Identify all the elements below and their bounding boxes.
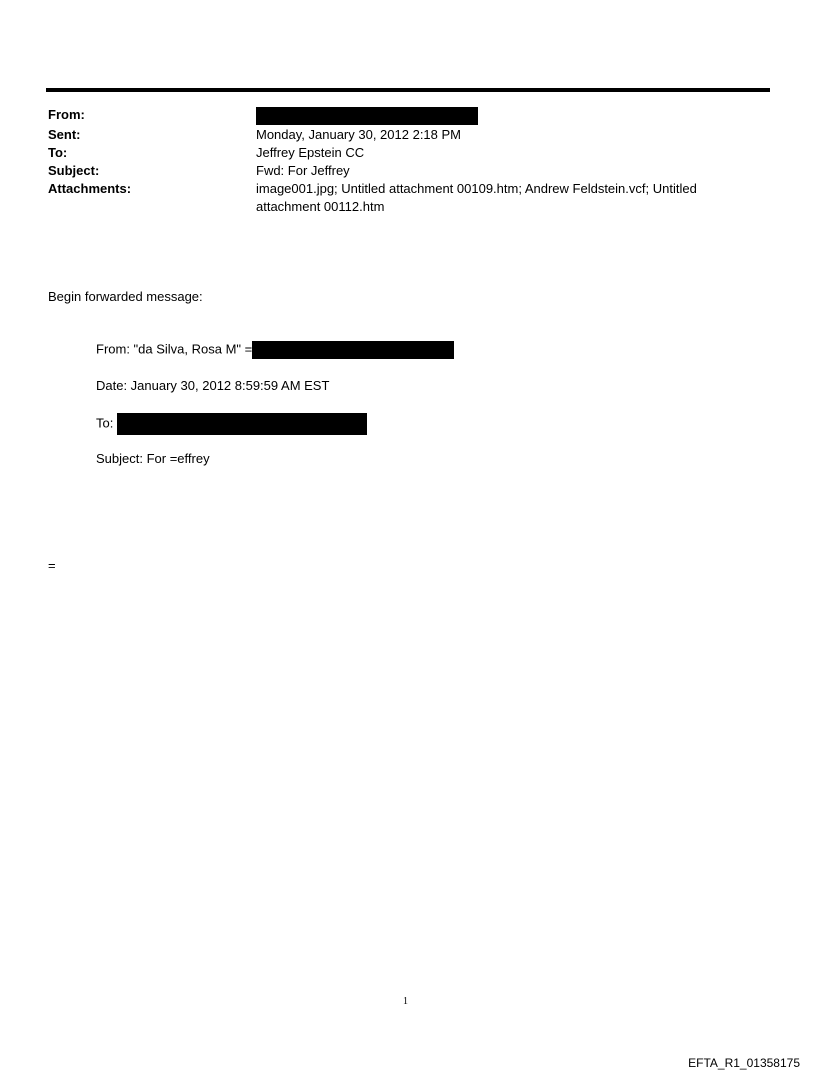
to-value: Jeffrey Epstein CC (256, 145, 365, 160)
to-label: To: (48, 145, 68, 160)
sent-label: Sent: (48, 127, 81, 142)
redaction-block (252, 341, 454, 359)
attachments-value: image001.jpg; Untitled attachment 00109.htm; Andrew Feldstein.vcf; Untitled attachment 00112.htm (256, 181, 697, 214)
subject-label: Subject: (48, 163, 100, 178)
forwarded-intro: Begin forwarded message: (48, 289, 203, 304)
subject-value: Fwd: For Jeffrey (256, 163, 350, 178)
bates-stamp: EFTA_R1_01358175 (688, 1056, 800, 1070)
stray-equals-char: = (48, 558, 56, 573)
forwarded-date-line: Date: January 30, 2012 8:59:59 AM EST (96, 378, 330, 393)
from-label: From: (48, 107, 85, 122)
attachments-label: Attachments: (48, 181, 132, 196)
from-value (256, 106, 726, 125)
forwarded-to-line (96, 413, 367, 435)
page-number: 1 (403, 996, 408, 1007)
forwarded-from-line (96, 341, 454, 359)
forwarded-subject-line: Subject: For =effrey (96, 451, 210, 466)
forwarded-from-text: From: "da Silva, Rosa M" = (96, 341, 253, 357)
redaction-block (117, 413, 367, 435)
header-divider (46, 88, 770, 92)
forwarded-to-text: To: (96, 415, 114, 431)
redaction-block (256, 107, 478, 125)
sent-value: Monday, January 30, 2012 2:18 PM (256, 127, 461, 142)
